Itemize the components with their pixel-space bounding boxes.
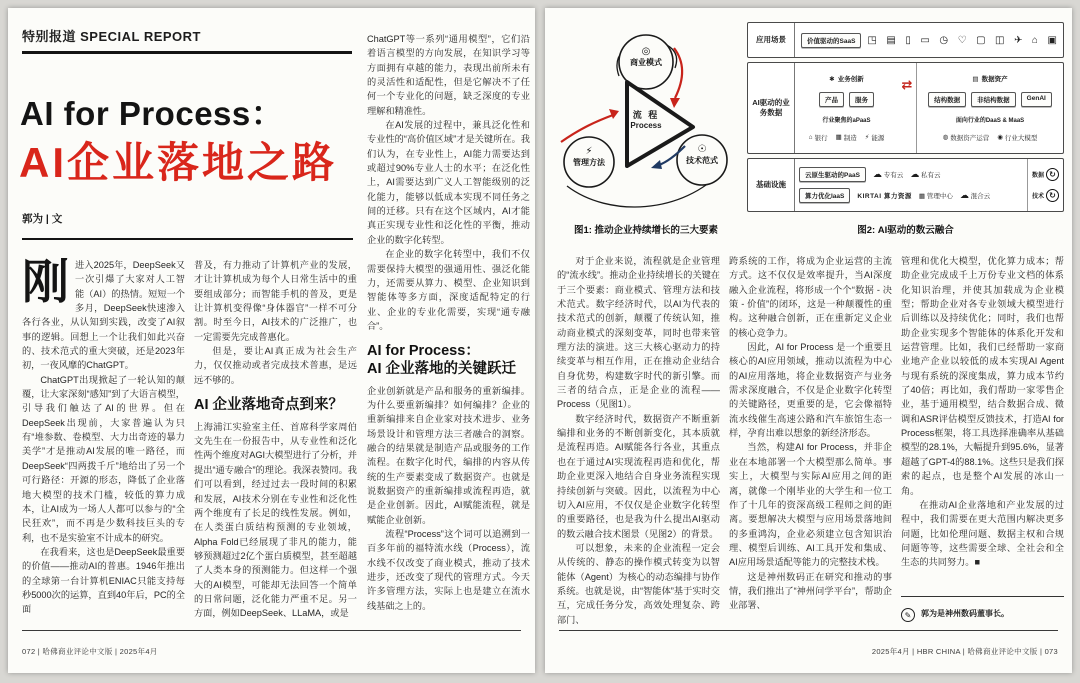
data-ops-icon: ◍ [942, 134, 949, 142]
paragraph: 跨系统的工作，将成为企业运营的主流方式。这不仅仅是效率提升，当AI深度融入企业流程，将形成一个个“数据 - 决策 - 价值”的闭环，这是一种颠覆性的重构。这种融合创新，正在重新定义企业的核心竞争力。 [729, 256, 892, 338]
right-column-1 [557, 254, 720, 638]
pen-icon: ✎ [901, 608, 915, 622]
paragraph: 在企业的数字化转型中，我们不仅需要保持大模型的强通用性、强泛化能力，还需要从算力、模型、企业知识到智能体等多方面，深度适配特定的行业、企业的专业化需要，实现“通专融合”。 [367, 249, 530, 331]
paragraph: 这是神州数码正在研究和推动的事情，我们推出了“神州问学平台”，帮助企业部署、 [729, 571, 892, 611]
right-column-3 [901, 254, 1064, 590]
cloud-icon: ☁ [910, 169, 920, 179]
database-icon: ▤ [972, 75, 979, 83]
fig1-node-process: 流 程 Process [630, 110, 662, 130]
service-box: 服务 [849, 92, 874, 107]
cart-icon: ▣ [1047, 34, 1057, 46]
business-model-icon: ◎ [641, 46, 651, 57]
paas-box: 云原生驱动的PaaS [799, 167, 866, 182]
paragraph: 流程“Process”这个词可以追溯到一百多年前的福特流水线（Process），流水线不仅改变了商业模式，推动了技术进步，还改变了现代的管理方式。今天许多管理方法，实际上也是建立在流水线基础之上的。 [367, 529, 530, 611]
fig2-row-business-data: AI驱动的业务数据 ✱ 业务创新 产品 服务 行业聚焦的aPaaS ⌂ 银行 ▦ 制造 ⚡ 能源 ⇄ ▤ 数据资产 结构数据 非结构数据 GenAI 面向行业的DaaS & MaaS ◍ 数据资产运营 ◉ 行业大模型 [747, 62, 1064, 154]
left-page [8, 8, 535, 673]
fig2-business-innovation-group: ✱ 业务创新 产品 服务 行业聚焦的aPaaS ⌂ 银行 ▦ 制造 ⚡ 能源 [794, 63, 898, 153]
page-footer-right: 2025年4月 | HBR CHINA | 哈佛商业评论中文版 | 073 [871, 647, 1058, 656]
fig1-node-technology: ☉ 技术范式 [672, 144, 732, 166]
bank-icon: ⌂ [1031, 34, 1038, 46]
paragraph: 在AI发展的过程中，兼具泛化性和专业性的“高价值区域”才是关键所在。我们认为，在专业性上，AI能力需要达到或超过90%专业人士的水平；在泛化性上，AI需要达到广义人工智能级别的泛化能力，能够以低成本实现不同任务之间的迁移。只有在这个区域内，AI才能真正实现专业性和泛化性的平衡，推动企业的数字化转型。 [367, 120, 530, 245]
genai-box: GenAI [1021, 92, 1052, 107]
paragraph: 但是，要让AI真正成为社会生产力，仅仅推动或者完成技术普惠，是远远不够的。 [194, 346, 357, 385]
unstructured-data-box: 非结构数据 [971, 92, 1016, 107]
paragraph: 可以想象，未来的企业流程一定会从传统的、静态的操作模式转变为以智能体（Agent）为核心的动态编排与协作系统。也就是说，由“智能体”基于实时交互，完成任务分发，高效处理复杂、跨部门、 [557, 542, 720, 625]
paragraph: 在我看来，这也是DeepSeek最重要的价值——推动AI的普惠。1946年推出的全球第一台计算机ENIAC只能支持每秒5000次的运算，直到40年后，PC的全面 [22, 546, 185, 615]
data-cycle-icon: ↻ [1046, 168, 1059, 181]
paragraph: 数字经济时代，数据资产不断重新编排和业务的不断创新变化，其本质就是流程再造。AI赋能各行各业，其重点也在于通过AI实现流程再造和优化，帮助企业更深入地结合自身业务流程实现持续创新与突破。因此，以流程为中心切入AI应用，不仅仅是企业数字化转型的重要路径，也是我为什么提出AI驱动的数云融合技术图景（见图2）的背景。 [557, 413, 720, 539]
footer-divider [22, 630, 521, 631]
product-box: 产品 [819, 92, 844, 107]
fig2-flywheels: 数据 ↻ 技术 ↻ [1027, 159, 1063, 211]
right-column-2 [729, 254, 892, 638]
cloud-icon: ☁ [959, 190, 969, 200]
gear-icon: ✱ [829, 75, 835, 83]
drop-cap: 刚 [22, 258, 69, 308]
paragraph: 管理和优化大模型，优化算力成本；帮助企业完成成千上万份专业文档的体系化知识治理，并使其加载成为企业模型；帮助企业对各专业领域大模型进行后训练以及持续优化；同时，我们也帮助企业实现多个智能体的体系化开发和运营管理。比如，我们已经帮助一家商业地产企业以较低的成本实现AI Agent与现有系统的深度集成，算力成本节约了40倍；再比如，我们帮助一家零售企业，基于通用模型，结合数据合成、微调和ASR评估模型反馈技术，打造AI for Process框架，将工具选择准确率从基础模型的28.1%，大幅提升到95.6%，显著超越了GPT-4的88.1%。这些只是我们探索的起点，也是整个AI发展的冰山一角。 [901, 256, 1064, 496]
figure-1-caption: 图1: 推动企业持续增长的三大要素 [573, 225, 719, 236]
paragraph: ChatGPT出现掀起了一轮认知的颠覆，让大家深刻“感知”到了大语言模型，引导我们触达了AI的世界。但在DeepSeek出现前，大家普遍认为只有“堆参数、卷模型、大力出奇迹的暴力美学”才是推动AI发展的唯一路径，而DeepSeek“四两拨千斤”地给出了另一个可行路径：开源的形态，降低了企业落地大模型的技术门槛，较低的算力成本，让AI成为一场人人都可以参与的“全民狂欢”，而不再是少数科技巨头的专利，也不是实验室不计成本的研究。 [22, 374, 185, 543]
exchange-arrows-icon: ⇄ [901, 77, 913, 92]
saas-box: 价值驱动的SaaS [801, 33, 861, 48]
section-heading: AI 企业落地奇点到来？ [194, 397, 344, 414]
paragraph: 刚进入2025年，DeepSeek又一次引爆了大家对人工智能（AI）的热情。短短一个多月，DeepSeek快速渗入各行各业，从认知到实践，改变了AI叙事的逻辑。回想上一个让我们如此兴奋的、技术范式的重大突破，还是2023年初，一夜风靡的ChatGPT。 [22, 258, 185, 371]
paragraph: 普及，有力推动了计算机产业的发展，才让计算机成为每个人日常生活中的重要组成部分；而智能手机的普及，更是让计算机变得像“身体器官”一样不可分割。时至今日，AI技术的广泛推广，也一定需要先完成普惠化。 [194, 260, 357, 342]
fig2-row-app-scenarios: 应用场景 价值驱动的SaaS ◳ ▤ ▯ ▭ ◷ ♡ ▢ ◫ ✈ ⌂ ▣ [747, 22, 1064, 58]
paragraph: 对于企业来说，流程就是企业管理的“流水线”。推动企业持续增长的关键在于三个要素：商业模式、管理方法和技术范式。数字经济时代，以AI为代表的技术范式的创新，颠覆了传统认知，推动商业模式的深刻变革，同时也带来管理方法的演进。这三大核心驱动力的持续变革与相互作用，正在推动企业结合自身优势，构建数字时代的新引擎。而三者的结合点，正是企业的流程——Process（见图1）。 [557, 256, 720, 410]
phone-icon: ▯ [905, 34, 911, 46]
section-kicker: 特别报道 SPECIAL REPORT [22, 26, 352, 54]
truck-icon: ▢ [976, 34, 986, 46]
figure-2-caption: 图2: AI驱动的数云融合 [857, 225, 954, 236]
cloud-icon: ☁ [872, 169, 882, 179]
briefcase-icon: ◳ [867, 34, 877, 46]
section-heading: AI for Process： AI 企业落地的关键跃迁 [367, 343, 517, 377]
structured-data-box: 结构数据 [928, 92, 966, 107]
title-divider [22, 238, 353, 240]
plane-icon: ✈ [1014, 34, 1023, 46]
tech-cycle-icon: ↻ [1046, 189, 1059, 202]
footer-divider [559, 630, 1058, 631]
article-title-cn: AI企业落地之路 [19, 139, 338, 186]
byline: 郭为 | 文 [22, 213, 63, 225]
laptop-icon: ▭ [920, 34, 930, 46]
management-method-icon: ⚡ [585, 146, 593, 157]
fig1-node-management: ⚡ 管理方法 [559, 146, 619, 168]
figure-1-diagram [553, 22, 739, 218]
manufacturing-icon: ▦ [835, 134, 842, 142]
page-footer-left: 072 | 哈佛商业评论中文版 | 2025年4月 [22, 647, 158, 656]
paragraph: 在推动AI企业落地和产业发展的过程中，我们需要在更大范围内解决更多问题，比如伦理问题、数据主权和合规问题等等，这些需要全球、全社会和全生态的共同努力。■ [901, 499, 1064, 568]
tech-paradigm-icon: ☉ [697, 144, 707, 155]
bank-icon: ⌂ [808, 133, 813, 141]
fig1-node-business-model: ◎ 商业模式 [616, 46, 676, 68]
paragraph: 当然，构建AI for Process，并非企业在本地部署一个大模型那么简单。事实上，大模型与实际AI应用之间的距离，就像一个刚毕业的大学生和一位工作了十几年的资深高级工程师之间的距离。要想解决大模型与应用场景落地间的多重鸿沟，企业必须建立包含知识治理、模型后训练、AI工具开发和集成、AI应用场景适配等能力的完整技术栈。 [729, 442, 892, 568]
paragraph: 上海浦江实验室主任、首席科学家周伯文先生在一份报告中，从专业性和泛化性两个维度对AGI大模型进行了分析，并提出“通专融合”的理论。我深表赞同。我们可以看到，经过过去一段时间的积累和发展，AI技术分别在专业性和泛化性两个维度有了长足的线性发展。例如，在人类蛋白质结构预测的专业领域，Alpha Fold已经展现了非凡的能力，能够预测超过2亿个蛋白质模型，甚至超越了人类本身的预测能力。但这样一个强大的AI模型，可能却无法回答一个简单的日常问题，泛化能力严重不足。另一方面，例如DeepSeek、LLaMA，或是 [194, 421, 357, 619]
app-icon-strip [867, 35, 1057, 46]
article-title-en: AI for Process： [20, 95, 285, 132]
paragraph: 企业创新就是产品和服务的重新编排。为什么要重新编排？如何编排？企业的重新编排来自企业家对技术进步、业务场景设计和管理方法三者融合的洞察。融合的结果就是制造产品或服务的工作流程。在数字化时代，编排的内容从传统的生产要素变成了数据资产。也就是说数据资产的重新编排或流程再造，就是企业创新。因此，AI赋能流程，就是赋能企业创新。 [367, 385, 530, 525]
watch-icon: ◷ [939, 34, 949, 46]
paragraph: 因此，AI for Process 是一个重要且核心的AI应用领域，推动以流程为中心的AI应用落地，将企业数据资产与业务需求深度融合，不仅是企业数字化转型的关键路径，更重要的是，它会像福特流水线催生高速公路和汽车旅馆生态一样，孕育出难以想象的新经济形态。 [729, 342, 892, 439]
figure-2-diagram [747, 22, 1064, 216]
fig2-data-asset-group: ▤ 数据资产 结构数据 非结构数据 GenAI 面向行业的DaaS & MaaS ◍ 数据资产运营 ◉ 行业大模型 [916, 63, 1063, 153]
factory-icon: ▤ [886, 34, 896, 46]
left-column-1 [22, 258, 185, 638]
kirtai-logo: KIRTAI 算力资源 [857, 193, 912, 200]
paragraph: ChatGPT等一系列“通用模型”，它们沿着语言模型的方向发展，在知识学习等方面拥有卓越的能力，表现出前所未有的灵活性和适配性，但是它解决不了任何一个专业化的问题，缺乏深度的专业理解和精准性。 [367, 34, 530, 116]
camera-icon: ◫ [995, 34, 1005, 46]
iaas-box: 算力优化IaaS [799, 188, 850, 203]
industry-model-icon: ◉ [997, 134, 1003, 142]
health-icon: ♡ [957, 34, 967, 46]
left-column-2 [194, 258, 357, 638]
author-bio: ✎ 郭为是神州数码董事长。 [901, 596, 1064, 622]
right-page [545, 8, 1072, 673]
left-column-3 [367, 32, 530, 638]
fig2-row-infrastructure: 基础设施 云原生驱动的PaaS ☁ 专有云 ☁ 私有云 算力优化IaaS KIRTAI 算力资源 ▦ 管理中心 ☁ 混合云 数据 ↻ 技术 ↻ [747, 158, 1064, 212]
datacenter-icon: ▦ [918, 193, 926, 200]
energy-icon: ⚡ [864, 134, 870, 142]
